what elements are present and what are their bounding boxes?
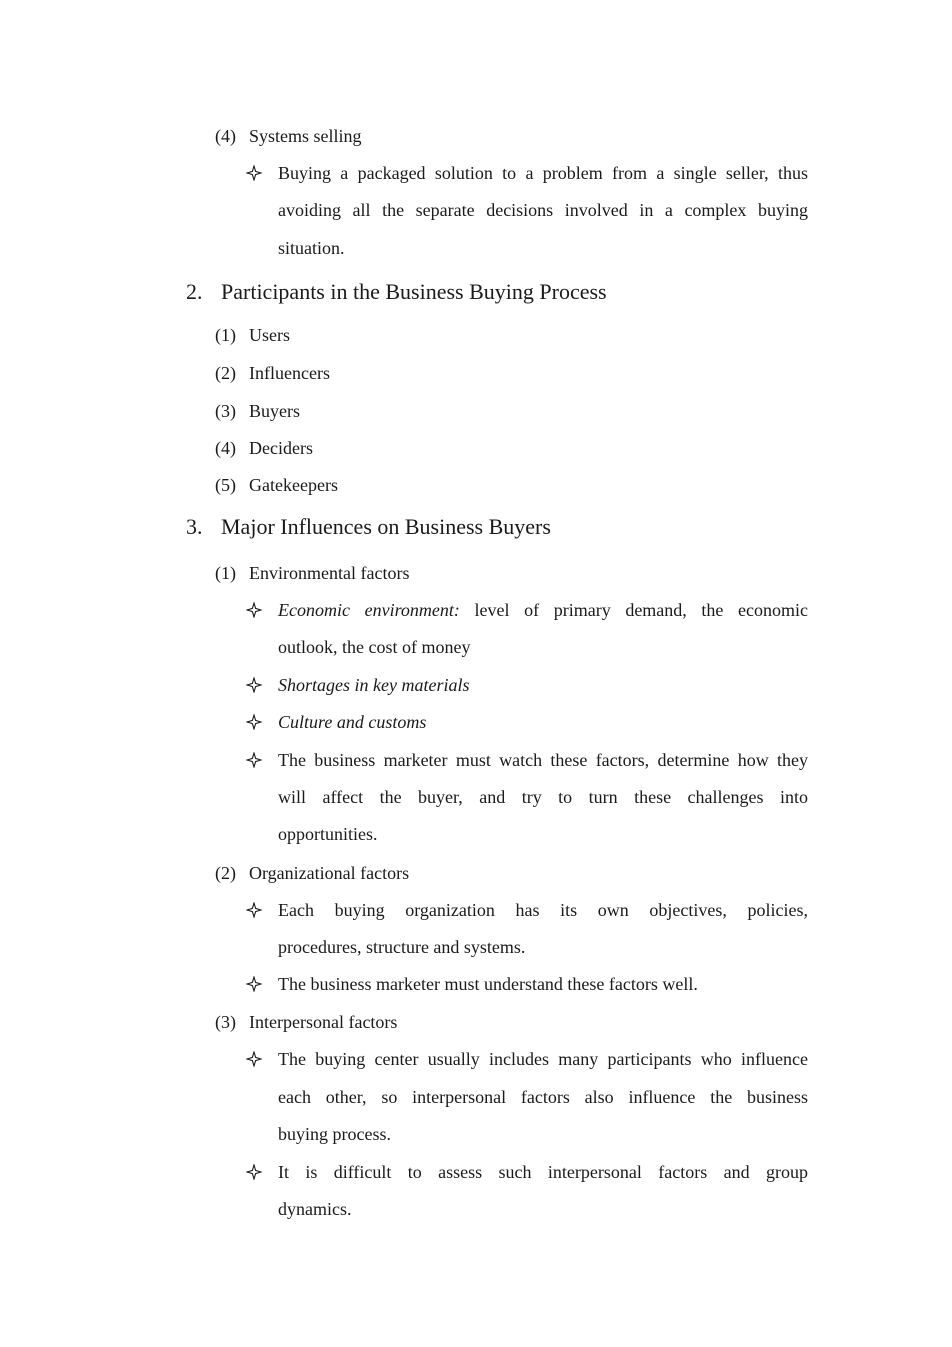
- item-number: (2): [215, 863, 236, 883]
- item-label: Organizational factors: [249, 863, 410, 883]
- four-pointed-star-icon: [246, 902, 262, 918]
- bullet-text: level of primary demand, the economic: [474, 600, 808, 620]
- item-label: Deciders: [249, 438, 313, 458]
- bullet-text-line: situation.: [278, 238, 345, 258]
- bullet-text-line: [278, 599, 808, 621]
- four-pointed-star-icon: [246, 165, 262, 181]
- item-label: Gatekeepers: [249, 475, 338, 495]
- section-title: Participants in the Business Buying Process: [221, 279, 607, 304]
- bullet-text-line: Buying a packaged solution to a problem from a single seller, thus: [278, 163, 808, 183]
- four-pointed-star-icon: [246, 752, 262, 768]
- item-label: Interpersonal factors: [249, 1012, 398, 1032]
- italic-term: Culture and customs: [278, 712, 427, 732]
- item-number: (2): [215, 363, 236, 383]
- bullet-text-line: The buying center usually includes many participants who influence: [278, 1049, 808, 1069]
- item-number: (1): [215, 563, 236, 583]
- item-number: (4): [215, 438, 236, 458]
- item-number: (3): [215, 1012, 236, 1032]
- section-title: Major Influences on Business Buyers: [221, 514, 551, 539]
- four-pointed-star-icon: [246, 1051, 262, 1067]
- bullet-text-line: dynamics.: [278, 1199, 352, 1219]
- bullet-text-line: outlook, the cost of money: [278, 637, 471, 657]
- item-label: Influencers: [249, 363, 330, 383]
- bullet-text-line: will affect the buyer, and try to turn these challenges into: [278, 787, 808, 807]
- four-pointed-star-icon: [246, 677, 262, 693]
- item-number: (1): [215, 325, 236, 345]
- section-number: 2.: [186, 279, 203, 304]
- italic-term: Shortages in key materials: [278, 675, 470, 695]
- item-label: Users: [249, 325, 290, 345]
- bullet-text-line: opportunities.: [278, 824, 378, 844]
- bullet-text-line: procedures, structure and systems.: [278, 937, 526, 957]
- bullet-text-line: The business marketer must watch these factors, determine how they: [278, 750, 808, 770]
- italic-term: Economic environment:: [278, 600, 460, 620]
- bullet-text-line: The business marketer must understand these factors well.: [278, 974, 698, 994]
- item-label: Environmental factors: [249, 563, 410, 583]
- four-pointed-star-icon: [246, 602, 262, 618]
- bullet-text-line: each other, so interpersonal factors also influence the business: [278, 1087, 808, 1107]
- bullet-text-line: avoiding all the separate decisions involved in a complex buying: [278, 200, 808, 220]
- item-label: Systems selling: [249, 126, 362, 146]
- bullet-text-line: It is difficult to assess such interpersonal factors and group: [278, 1162, 808, 1182]
- item-number: (5): [215, 475, 236, 495]
- four-pointed-star-icon: [246, 714, 262, 730]
- item-number: (3): [215, 401, 236, 421]
- section-number: 3.: [186, 514, 203, 539]
- item-number: (4): [215, 126, 236, 146]
- bullet-text-line: buying process.: [278, 1124, 391, 1144]
- four-pointed-star-icon: [246, 976, 262, 992]
- bullet-text-line: Each buying organization has its own objectives, policies,: [278, 900, 808, 920]
- four-pointed-star-icon: [246, 1164, 262, 1180]
- item-label: Buyers: [249, 401, 300, 421]
